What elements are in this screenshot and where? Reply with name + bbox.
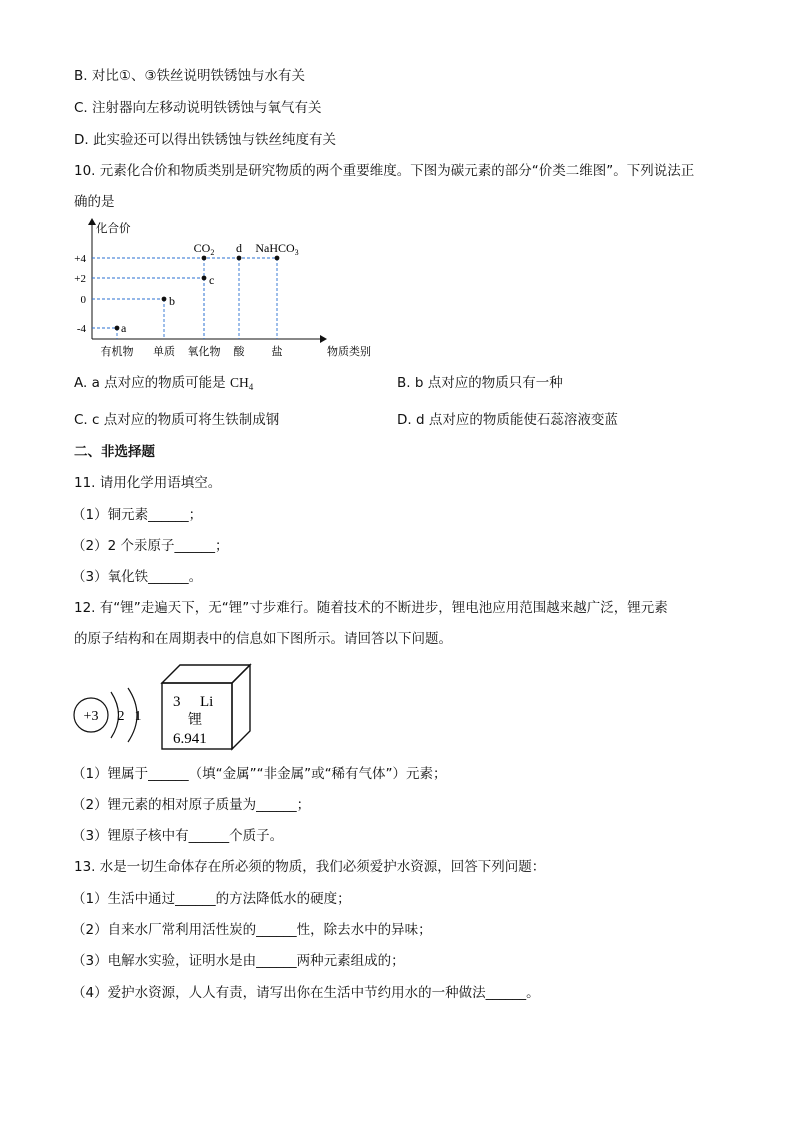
shell-2-electrons: 1 — [134, 709, 142, 724]
x-category-label: 有机物 — [100, 345, 134, 358]
data-point — [202, 256, 207, 261]
y-tick-label: +4 — [74, 253, 86, 265]
x-category-label: 酸 — [233, 345, 245, 358]
point-label — [121, 321, 127, 335]
point-label-text: NaHCO — [255, 241, 295, 255]
q11-part-2: （2）2 个汞原子______； — [72, 538, 229, 554]
x-category-label: 盐 — [271, 345, 283, 358]
section-2-title: 二、非选择题 — [74, 444, 155, 460]
point-label-subscript: 3 — [294, 248, 299, 257]
point-label-subscript: 2 — [210, 248, 215, 257]
q9-option-d: D. 此实验还可以得出铁锈蚀与铁丝纯度有关 — [74, 132, 336, 148]
q11-part-3: （3）氧化铁______。 — [72, 569, 203, 585]
q10-option-a-formula: CH — [229, 375, 249, 390]
x-category-label: 单质 — [153, 345, 175, 358]
data-point — [115, 326, 120, 331]
lithium-atom-structure — [70, 680, 150, 750]
q10-stem-line2: 确的是 — [74, 194, 115, 210]
point-label-text: b — [169, 294, 175, 308]
q13-part-1: （1）生活中通过______的方法降低水的硬度； — [72, 891, 351, 907]
y-tick-label: -4 — [76, 323, 86, 335]
q10-option-a-subscript: 4 — [248, 382, 254, 392]
point-label — [255, 241, 298, 257]
point-label-text: d — [236, 241, 242, 255]
periodic-table-cell — [156, 655, 256, 755]
y-tick-label: 0 — [80, 294, 86, 306]
q12-part-3: （3）锂原子核中有______个质子。 — [72, 828, 284, 844]
q10-option-a-text: A. a 点对应的物质可能是 — [74, 375, 230, 391]
point-label — [194, 241, 215, 257]
q9-option-c: C. 注射器向左移动说明铁锈蚀与氧气有关 — [74, 100, 322, 116]
q12-part-1: （1）锂属于______（填“金属”“非金属”或“稀有气体”）元素； — [72, 766, 447, 782]
atomic-number: 3 — [173, 694, 181, 710]
point-label — [169, 294, 175, 308]
data-point — [275, 256, 280, 261]
q11-part-1: （1）铜元素______； — [72, 507, 203, 523]
q10-option-c: C. c 点对应的物质可将生铁制成钢 — [74, 412, 280, 428]
data-point — [237, 256, 242, 261]
y-axis-label: 化合价 — [96, 221, 131, 235]
q12-part-2: （2）锂元素的相对原子质量为______； — [72, 797, 311, 813]
shell-1-electrons: 2 — [117, 709, 125, 724]
q13-part-2: （2）自来水厂常利用活性炭的______性，除去水中的异味； — [72, 922, 432, 938]
q10-option-d: D. d 点对应的物质能使石蕊溶液变蓝 — [397, 412, 618, 428]
q11-stem: 11. 请用化学用语填空。 — [74, 475, 222, 491]
x-axis-label: 物质类别 — [327, 345, 371, 358]
q10-option-b: B. b 点对应的物质只有一种 — [397, 375, 563, 391]
y-tick-label: +2 — [74, 273, 86, 285]
q9-option-b: B. 对比①、③铁丝说明铁锈蚀与水有关 — [74, 68, 306, 84]
point-label-text: CO — [193, 241, 211, 255]
x-category-label: 氧化物 — [187, 345, 221, 358]
q10-stem-line1: 10. 元素化合价和物质类别是研究物质的两个重要维度。下图为碳元素的部分“价类二维图”。下列说法正 — [74, 163, 695, 179]
point-label — [236, 241, 242, 255]
point-label — [209, 273, 214, 287]
q12-stem-line1: 12. 有“锂”走遍天下，无“锂”寸步难行。随着技术的不断进步，锂电池应用范围越来越广泛，锂元素 — [74, 600, 668, 616]
q10-option-a — [74, 374, 253, 396]
q13-stem: 13. 水是一切生命体存在所必须的物质，我们必须爱护水资源，回答下列问题： — [74, 859, 546, 875]
data-point — [162, 297, 167, 302]
point-label-text: a — [121, 321, 127, 335]
point-label-text: c — [209, 273, 215, 287]
data-point — [202, 276, 207, 281]
q13-part-4: （4）爱护水资源，人人有责，请写出你在生活中节约用水的一种做法______。 — [72, 985, 540, 1001]
nucleus-charge: +3 — [83, 709, 99, 724]
atomic-mass: 6.941 — [173, 731, 207, 747]
q12-stem-line2: 的原子结构和在周期表中的信息如下图所示。请回答以下问题。 — [74, 631, 452, 647]
valence-category-chart — [64, 215, 371, 365]
element-name: 锂 — [188, 712, 202, 728]
q13-part-3: （3）电解水实验，证明水是由______两种元素组成的； — [72, 953, 405, 969]
element-symbol: Li — [200, 694, 214, 710]
